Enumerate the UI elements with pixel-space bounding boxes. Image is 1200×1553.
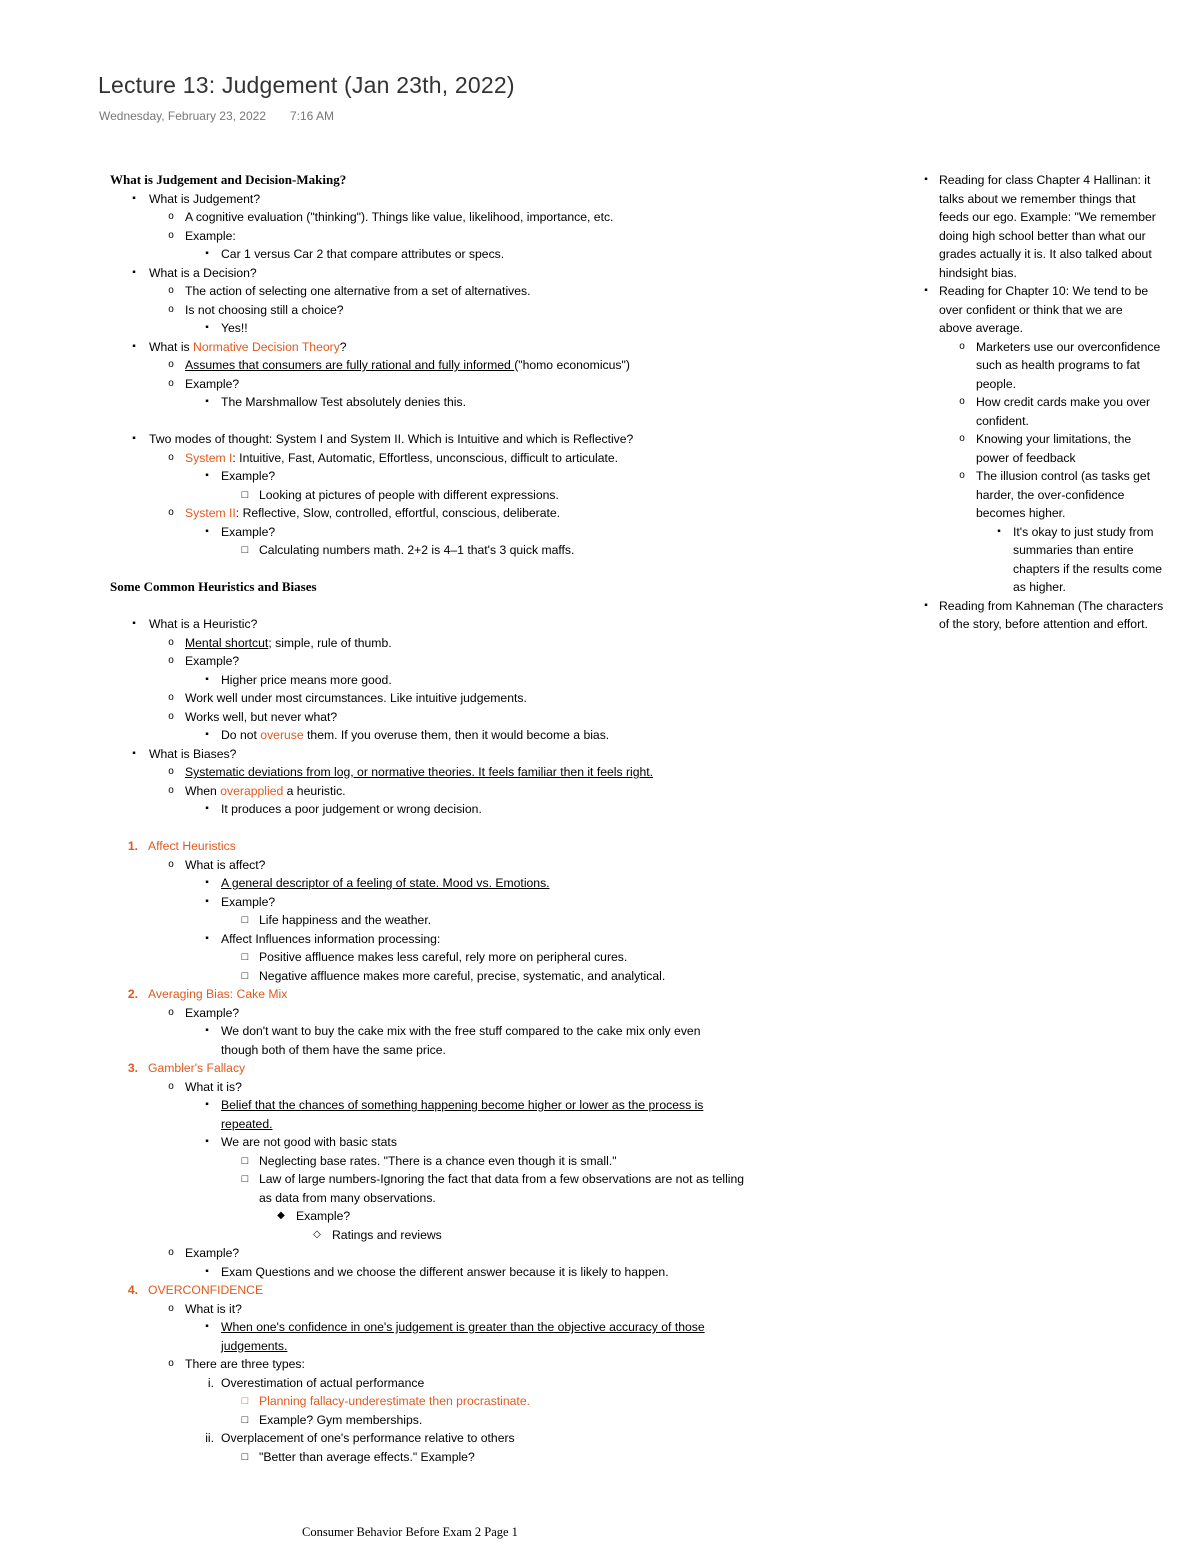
list-item-text: Example? (185, 376, 240, 391)
list-item-text: Yes!! (221, 321, 248, 335)
square-bullet-icon: ▪ (205, 1025, 209, 1036)
square-bullet-icon: ▪ (205, 1265, 209, 1277)
list-item (110, 264, 880, 283)
list-item (922, 430, 1197, 449)
list-item-text: Overplacement of one's performance relative to others (221, 1431, 515, 1445)
list-item (110, 227, 880, 246)
list-item (110, 967, 880, 986)
hollow-square-bullet-icon: □ (241, 951, 249, 963)
list-item (110, 375, 880, 394)
numbered-heading-text: Affect Heuristics (148, 839, 236, 853)
hollow-square-bullet-icon: □ (241, 1450, 249, 1463)
list-item (922, 393, 1197, 412)
square-bullet-icon: ▪ (205, 932, 209, 944)
list-item-text: ("homo economicus") (514, 358, 630, 372)
list-item-continuation: above average. (939, 321, 1024, 335)
highlight-term: Planning fallacy-underestimate then procrastinate. (259, 1394, 530, 1408)
list-item-continuation: chapters if the results come (1013, 561, 1163, 576)
page-title: Lecture 13: Judgement (Jan 23th, 2022) (98, 72, 515, 98)
list-item (110, 1152, 880, 1171)
square-bullet-icon: ▪ (205, 803, 209, 814)
list-item (922, 338, 1197, 357)
list-item-text: Works well, but never what? (185, 709, 338, 724)
list-item (110, 393, 880, 412)
list-item-text: : Reflective, Slow, controlled, effortful, conscious, deliberate. (235, 506, 561, 520)
list-item (110, 541, 880, 560)
page-timestamp (99, 109, 334, 123)
circle-bullet-icon: o (959, 396, 965, 407)
list-item (110, 911, 880, 930)
circle-bullet-icon: o (168, 285, 174, 296)
highlight-term: System I (185, 450, 233, 465)
circle-bullet-icon: o (168, 858, 174, 870)
circle-bullet-icon: o (168, 655, 174, 666)
square-bullet-icon: ▪ (132, 192, 136, 204)
highlight-term: Normative Decision Theory (193, 339, 340, 354)
list-item-text: The illusion control (as tasks get (976, 469, 1151, 483)
spacer (110, 597, 880, 616)
list-item (110, 652, 880, 671)
square-bullet-icon: ▪ (205, 877, 209, 888)
list-item-text: Marketers use our overconfidence (976, 339, 1161, 354)
list-item-text: What is a Heuristic? (149, 617, 258, 631)
list-item-text: What is (149, 339, 194, 354)
list-item (110, 1244, 880, 1263)
square-bullet-icon: ▪ (132, 340, 136, 352)
list-item (110, 523, 880, 542)
list-item (110, 1448, 880, 1467)
circle-bullet-icon: o (168, 359, 174, 370)
circle-bullet-icon: o (168, 636, 174, 648)
square-bullet-icon: ▪ (205, 525, 209, 537)
numbered-heading (110, 985, 880, 1004)
list-item-text: What is Biases? (149, 746, 237, 761)
square-bullet-icon: ▪ (924, 285, 928, 296)
list-item-text: There are three types: (185, 1357, 305, 1371)
list-item (110, 504, 880, 523)
list-item-text: It produces a poor judgement or wrong decision. (221, 802, 482, 816)
list-item (110, 745, 880, 764)
list-item (922, 467, 1197, 486)
circle-bullet-icon: o (168, 229, 174, 241)
list-item-text: Looking at pictures of people with different expressions. (259, 487, 559, 502)
list-item (110, 1374, 880, 1393)
list-item (110, 726, 880, 745)
list-item-continuation: becomes higher. (976, 506, 1066, 520)
square-bullet-icon: ▪ (205, 1321, 209, 1332)
list-item-text: We don't want to buy the cake mix with the free stuff compared to the cake mix only even (221, 1024, 701, 1038)
list-item-text: "Better than average effects." Example? (259, 1449, 475, 1464)
square-bullet-icon: ▪ (924, 599, 928, 611)
list-item (110, 467, 880, 486)
list-item-continuation: power of feedback (976, 450, 1076, 465)
list-item (110, 1022, 880, 1041)
list-item (110, 948, 880, 967)
list-item-continuation: though both of them have the same price. (221, 1042, 446, 1057)
list-item-text: Example? (221, 469, 276, 483)
list-item-text: Reading from Kahneman (The characters (939, 598, 1164, 613)
square-bullet-icon: ▪ (132, 747, 136, 759)
list-number: 3. (127, 1061, 138, 1075)
list-item-text: Do not (221, 728, 261, 742)
square-bullet-icon: ▪ (205, 729, 209, 740)
list-item (110, 430, 880, 449)
circle-bullet-icon: o (168, 692, 174, 703)
square-bullet-icon: ▪ (924, 174, 928, 185)
numbered-heading-text: OVERCONFIDENCE (148, 1283, 264, 1297)
circle-bullet-icon: o (168, 507, 174, 518)
list-item-text: Calculating numbers math. 2+2 is 4–1 that's 3 quick maffs. (259, 543, 575, 557)
list-item (110, 1355, 880, 1374)
list-item (110, 800, 880, 819)
list-item-text: Reading for Chapter 10: We tend to be (939, 284, 1149, 298)
square-bullet-icon: ▪ (205, 1099, 209, 1110)
roman-number: ii. (205, 1431, 214, 1445)
list-item-text: Ratings and reviews (332, 1227, 442, 1242)
circle-bullet-icon: o (168, 1247, 174, 1258)
list-item (110, 486, 880, 505)
list-item (110, 856, 880, 875)
list-item (922, 523, 1197, 542)
notes-left-column (110, 171, 880, 1466)
section-heading: What is Judgement and Decision-Making? (110, 172, 347, 187)
circle-bullet-icon: o (959, 340, 965, 352)
list-item (110, 301, 880, 320)
circle-bullet-icon: o (168, 1006, 174, 1018)
diamond-bullet-icon: ◆ (277, 1210, 285, 1221)
list-item (110, 338, 880, 357)
list-item-text: ; simple, rule of thumb. (268, 635, 392, 650)
list-item-text: Exam Questions and we choose the different answer because it is likely to happen. (221, 1264, 669, 1279)
highlight-term: overuse (260, 728, 304, 742)
list-item-continuation: summaries than entire (1013, 543, 1134, 557)
square-bullet-icon: ▪ (205, 673, 209, 685)
spacer (110, 412, 880, 431)
list-item-continuation: talks about we remember things that (939, 191, 1136, 206)
list-item-text: ? (339, 339, 347, 354)
list-item (110, 1170, 880, 1189)
underlined-text: Assumes that consumers are fully rational and fully informed (185, 358, 515, 372)
circle-bullet-icon: o (168, 1302, 174, 1314)
underlined-text: Belief that the chances of something happening become higher or lower as the process is (221, 1098, 704, 1112)
highlight-term: System II (185, 506, 236, 520)
list-item-text: It's okay to just study from (1013, 524, 1154, 539)
list-item-text: Example? (185, 1005, 240, 1020)
circle-bullet-icon: o (168, 710, 174, 722)
list-item-text: How credit cards make you over (976, 395, 1151, 409)
list-item (110, 356, 880, 375)
page-date: Wednesday, February 23, 2022 (99, 109, 266, 123)
square-bullet-icon: ▪ (132, 618, 136, 629)
square-bullet-icon: ▪ (205, 1136, 209, 1147)
list-item-text: : Intuitive, Fast, Automatic, Effortless, unconscious, difficult to articulate. (232, 450, 619, 465)
list-number: 2. (127, 987, 138, 1001)
page-time: 7:16 AM (290, 109, 335, 123)
list-item-text: Work well under most circumstances. Like intuitive judgements. (185, 691, 527, 705)
list-item-continuation: feeds our ego. Example: "We remember (939, 210, 1156, 224)
section-heading: Some Common Heuristics and Biases (110, 579, 317, 594)
list-item-text: Example? (185, 1246, 240, 1260)
list-item (110, 319, 880, 338)
list-item (110, 1004, 880, 1023)
list-item-text: Negative affluence makes more careful, precise, systematic, and analytical. (259, 968, 666, 983)
list-item (110, 245, 880, 264)
list-item-text: Overestimation of actual performance (221, 1375, 425, 1390)
list-item-text: Two modes of thought: System I and System II. Which is Intuitive and which is Reflective? (149, 432, 634, 446)
square-bullet-icon: ▪ (205, 470, 209, 481)
list-item-continuation: of the story, before attention and effort. (939, 617, 1148, 631)
list-item-text: When (185, 783, 221, 798)
list-item-text: What it is? (185, 1079, 242, 1094)
hollow-square-bullet-icon: □ (241, 544, 249, 556)
list-item (110, 671, 880, 690)
roman-number: i. (207, 1375, 214, 1390)
list-item-continuation: harder, the over-confidence (976, 487, 1125, 502)
list-item (110, 1096, 880, 1115)
list-item-text: Life happiness and the weather. (259, 913, 432, 927)
list-item-text: a heuristic. (283, 783, 346, 798)
list-item (110, 1207, 880, 1226)
numbered-heading-text: Gambler's Fallacy (148, 1061, 246, 1075)
square-bullet-icon: ▪ (205, 396, 209, 407)
list-item (110, 1392, 880, 1411)
list-item-text: Affect Influences information processing: (221, 931, 441, 946)
list-item (110, 1300, 880, 1319)
list-item (110, 1429, 880, 1448)
circle-bullet-icon: o (168, 451, 174, 463)
list-number: 4. (127, 1283, 138, 1297)
list-item-continuation: repeated. (221, 1116, 273, 1131)
square-bullet-icon: ▪ (205, 248, 209, 259)
underlined-text: A general descriptor of a feeling of state. Mood vs. Emotions. (221, 876, 550, 890)
square-bullet-icon: ▪ (132, 433, 136, 444)
list-item-continuation: over confident or think that we are (939, 302, 1123, 317)
list-item-text: The Marshmallow Test absolutely denies this. (221, 395, 466, 409)
list-item (110, 782, 880, 801)
list-item (110, 930, 880, 949)
list-item-text: Knowing your limitations, the (976, 432, 1132, 446)
page-footer: Consumer Behavior Before Exam 2 Page 1 (302, 1525, 518, 1539)
list-item (110, 1411, 880, 1430)
list-item-continuation: hindsight bias. (939, 265, 1017, 280)
list-item-continuation: people. (976, 376, 1016, 391)
list-item (110, 449, 880, 468)
list-item-text: The action of selecting one alternative from a set of alternatives. (185, 284, 531, 298)
hollow-square-bullet-icon: □ (241, 969, 249, 982)
list-item-text: Reading for class Chapter 4 Hallinan: it (939, 173, 1151, 187)
list-item (110, 615, 880, 634)
list-item (110, 1226, 880, 1245)
list-item-text: We are not good with basic stats (221, 1135, 397, 1149)
circle-bullet-icon: o (168, 766, 174, 777)
list-item-text: Example? Gym memberships. (259, 1412, 423, 1427)
list-item-text: Example: (185, 228, 236, 243)
circle-bullet-icon: o (168, 1358, 174, 1369)
list-item (110, 282, 880, 301)
list-item (110, 208, 880, 227)
circle-bullet-icon: o (168, 377, 174, 389)
square-bullet-icon: ▪ (205, 895, 209, 907)
list-item (110, 874, 880, 893)
hollow-square-bullet-icon: □ (241, 1154, 249, 1167)
underlined-text: When one's confidence in one's judgement is greater than the objective accuracy of those (221, 1320, 705, 1334)
hollow-square-bullet-icon: □ (241, 914, 249, 926)
hollow-diamond-bullet-icon: ◇ (313, 1228, 321, 1240)
circle-bullet-icon: o (168, 1080, 174, 1092)
circle-bullet-icon: o (168, 303, 174, 315)
list-item-text: What is a Decision? (149, 265, 257, 280)
highlight-term: overapplied (220, 783, 284, 798)
list-item-text: What is it? (185, 1301, 242, 1316)
list-item (110, 893, 880, 912)
list-item-continuation: as higher. (1013, 580, 1066, 594)
list-item-text: Is not choosing still a choice? (185, 302, 344, 317)
list-item-text: What is affect? (185, 857, 266, 872)
numbered-heading (110, 1281, 880, 1300)
list-item-continuation: judgements. (221, 1338, 288, 1353)
notes-right-column (922, 171, 1197, 634)
list-item-continuation: such as health programs to fat (976, 358, 1140, 372)
numbered-heading-text: Averaging Bias: Cake Mix (148, 987, 288, 1001)
list-item-continuation: confident. (976, 413, 1029, 428)
list-item-continuation: as data from many observations. (259, 1190, 436, 1205)
square-bullet-icon: ▪ (205, 322, 209, 333)
circle-bullet-icon: o (168, 784, 174, 796)
square-bullet-icon: ▪ (997, 525, 1001, 537)
list-item-text: Law of large numbers-Ignoring the fact that data from a few observations are not as telling (259, 1172, 745, 1186)
list-item (110, 1133, 880, 1152)
list-item (110, 190, 880, 209)
square-bullet-icon: ▪ (132, 266, 136, 278)
hollow-square-bullet-icon: □ (241, 1173, 249, 1185)
numbered-heading (110, 1059, 880, 1078)
list-item-text: Positive affluence makes less careful, rely more on peripheral cures. (259, 950, 628, 964)
list-item (110, 708, 880, 727)
list-item (110, 763, 880, 782)
list-item-text: Car 1 versus Car 2 that compare attributes or specs. (221, 247, 505, 261)
spacer (110, 560, 880, 579)
list-item-text: Example? (221, 524, 276, 539)
list-item-text: Example? (296, 1209, 351, 1223)
hollow-square-bullet-icon: □ (241, 1395, 249, 1407)
list-item-text: What is Judgement? (149, 191, 261, 206)
numbered-heading (110, 837, 880, 856)
circle-bullet-icon: o (959, 433, 965, 444)
underlined-text: Mental shortcut (185, 635, 269, 650)
list-item (110, 1078, 880, 1097)
list-item (110, 1318, 880, 1337)
hollow-square-bullet-icon: □ (241, 488, 249, 501)
underlined-text: Systematic deviations from log, or normative theories. It feels familiar then it feels right. (185, 765, 654, 779)
list-item (922, 171, 1197, 190)
list-item-text: them. If you overuse them, then it would become a bias. (303, 728, 610, 742)
list-item-text: Example? (221, 894, 276, 909)
list-item-text: Higher price means more good. (221, 672, 392, 687)
list-item (110, 689, 880, 708)
list-item (922, 597, 1197, 616)
list-item-continuation: doing high school better than what our (939, 228, 1146, 243)
list-item-continuation: grades actually it is. It also talked about (939, 247, 1152, 261)
circle-bullet-icon: o (959, 470, 965, 481)
list-item-text: Example? (185, 654, 240, 668)
list-item (110, 1263, 880, 1282)
list-item (922, 282, 1197, 301)
spacer (110, 819, 880, 838)
list-item-text: A cognitive evaluation ("thinking"). Things like value, likelihood, importance, etc. (185, 210, 614, 224)
circle-bullet-icon: o (168, 211, 174, 222)
list-number: 1. (127, 839, 138, 853)
hollow-square-bullet-icon: □ (241, 1413, 249, 1426)
list-item (110, 634, 880, 653)
list-item-text: Neglecting base rates. "There is a chance even though it is small." (259, 1153, 617, 1168)
